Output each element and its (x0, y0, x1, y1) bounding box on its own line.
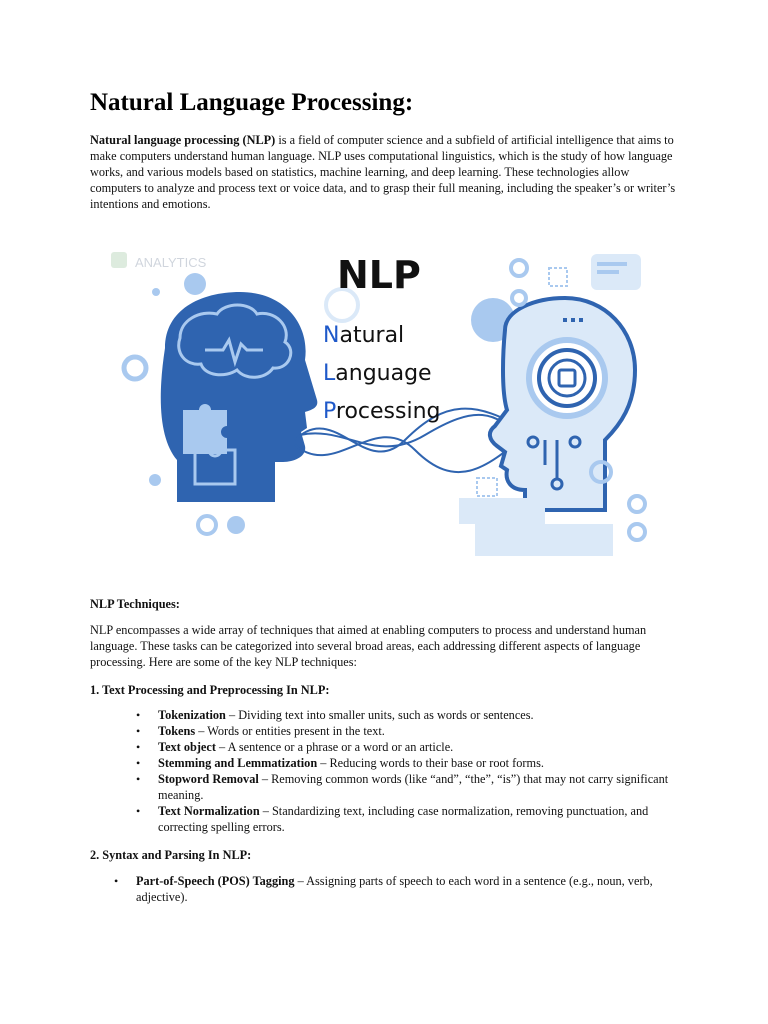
page-title: Natural Language Processing: (90, 89, 414, 116)
bullet: • (136, 724, 141, 738)
decor-circle (184, 273, 206, 295)
panel-graphic (459, 498, 545, 524)
document-body (90, 88, 682, 212)
bullet: • (136, 740, 141, 754)
intro-paragraph (90, 132, 682, 212)
techniques-heading: NLP Techniques: (90, 597, 180, 611)
chip-icon (477, 478, 497, 496)
section2-heading: 2. Syntax and Parsing In NLP: (90, 848, 252, 862)
decor-circle (227, 516, 245, 534)
nlp-line-language: Language (323, 361, 432, 386)
nlp-illustration (105, 240, 665, 560)
decor-ring (511, 260, 527, 276)
decor-ring (512, 291, 526, 305)
list-item: • Tokenization – Dividing text into smaller units, such as words or sentences. (136, 708, 534, 722)
decor-ring (124, 357, 146, 379)
nlp-heading: NLP (337, 253, 421, 297)
list-item: • Stemming and Lemmatization – Reducing words to their base or root forms. (136, 756, 544, 770)
techniques-intro: NLP encompasses a wide array of techniques that aimed at enabling computers to process and understand human language. These tasks can be categorized into several broad areas, each addressing different aspects of language processing. Here are some of the key NLP techniques: (90, 623, 647, 669)
decor-ring (198, 516, 216, 534)
list-item: • Text Normalization – Standardizing text, including case normalization, removing punctuation, and correcting spelling errors. (136, 804, 649, 834)
bullet: • (136, 708, 141, 722)
bullet: • (136, 804, 141, 818)
intro-text: is a field of computer science and a subfield of artificial intelligence that aims to make computers understand human language. NLP uses computational linguistics, which is the study of how language works, and various models based on statistics, machine learning, and deep learning. These technologies allow computers to analyze and process text or voice data, and to grasp their full meaning, including the speaker’s or writer’s intentions and emotions. (90, 133, 676, 211)
nlp-line-natural: Natural (323, 323, 405, 348)
list-item: • Part-of-Speech (POS) Tagging – Assigning parts of speech to each word in a sentence (e.g., noun, verb, adjective). (114, 874, 653, 904)
analytics-watermark (111, 252, 207, 270)
section1-heading: 1. Text Processing and Preprocessing In NLP: (90, 683, 330, 697)
intro-term: Natural language processing (NLP) (90, 133, 276, 147)
list-item: • Stopword Removal – Removing common words (like “and”, “the”, “is”) that may not carry significant meaning. (136, 772, 669, 802)
list-item: • Tokens – Words or entities present in the text. (136, 724, 385, 738)
human-head-graphic (161, 292, 318, 502)
bullet: • (114, 874, 119, 888)
bullet: • (136, 756, 141, 770)
decor-ring (629, 496, 645, 512)
watermark-text: ANALYTICS (135, 255, 207, 270)
bullet: • (136, 772, 141, 786)
decor-ring (629, 524, 645, 540)
list-item: • Text object – A sentence or a phrase or a word or an article. (136, 740, 454, 754)
nlp-line-processing: Processing (323, 399, 441, 424)
decor-circle (152, 288, 160, 296)
panel-graphic (475, 524, 613, 556)
section1-list (136, 707, 678, 835)
decor-circle (149, 474, 161, 486)
chip-icon (549, 268, 567, 286)
section2-list (114, 873, 676, 905)
